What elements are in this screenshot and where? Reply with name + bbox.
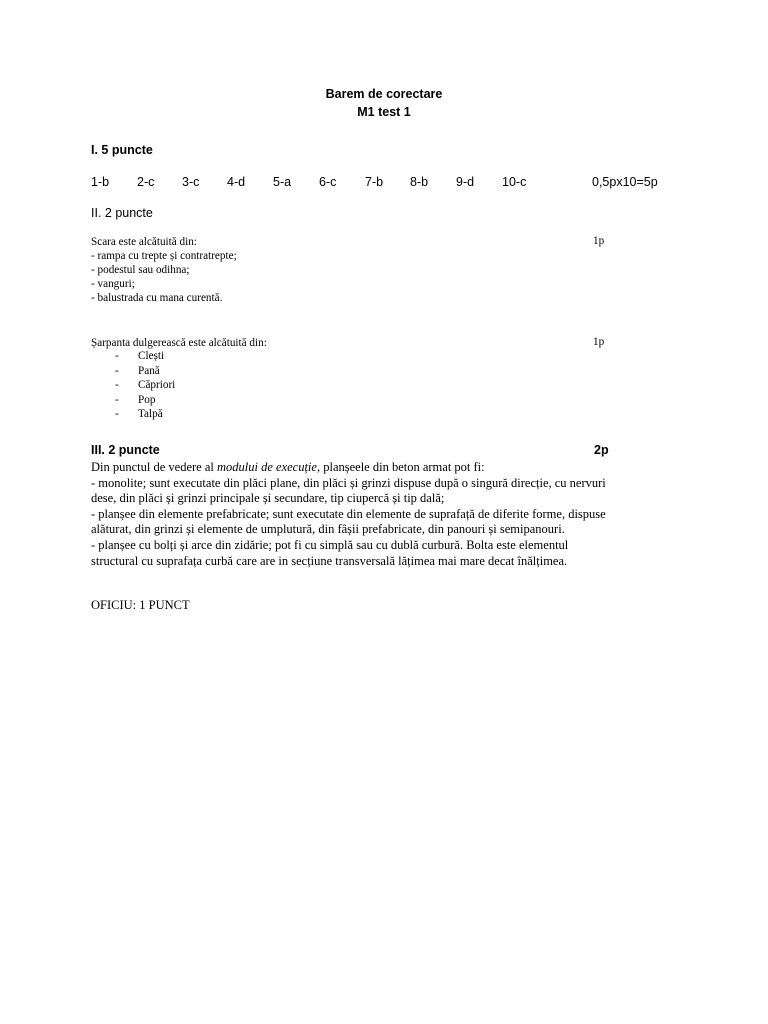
roof-item-1: Clești xyxy=(138,350,165,362)
stairs-item-3: - vanguri; xyxy=(91,278,135,290)
paragraph-line-6: structural cu suprafața curbă care are in secțiune transversală lățimea mai mare decat înălțimea. xyxy=(91,553,568,568)
list-bullet: - xyxy=(115,393,119,406)
answer-7: 7-b xyxy=(365,175,384,189)
roof-item-2: Pană xyxy=(138,364,160,377)
stairs-intro: Scara este alcătuită din: xyxy=(91,236,197,248)
stairs-item-2: - podestul sau odihna; xyxy=(91,264,190,276)
answer-8: 8-b xyxy=(410,175,429,189)
section-2-heading: II. 2 puncte xyxy=(91,206,153,220)
stairs-item-4: - balustrada cu mana curentă. xyxy=(91,292,223,304)
answer-10: 10-c xyxy=(502,175,527,189)
oficiu-line: OFICIU: 1 PUNCT xyxy=(91,598,190,612)
document-title: Barem de corectare xyxy=(325,87,443,101)
answer-5: 5-a xyxy=(273,175,292,189)
intro-text-end: planșeele din beton armat pot fi: xyxy=(320,460,485,474)
answer-3: 3-c xyxy=(182,175,200,189)
answers-row xyxy=(91,175,691,191)
roof-item-5: Talpă xyxy=(138,408,163,421)
answer-6: 6-c xyxy=(319,175,337,189)
document-subtitle: M1 test 1 xyxy=(357,105,411,119)
paragraph-line-2: dese, din plăci și grinzi principale și secundare, tip ciupercă și tip dală; xyxy=(91,491,445,506)
roof-points: 1p xyxy=(593,336,605,348)
stairs-item-1: - rampa cu trepte și contratrepte; xyxy=(91,250,237,262)
section-1-score: 0,5px10=5p xyxy=(592,175,658,189)
paragraph-line-3: - planșee din elemente prefabricate; sunt executate din elemente de suprafață de diferite forme, dispuse xyxy=(91,506,606,521)
intro-text: Din punctul de vedere al xyxy=(91,460,217,474)
answer-4: 4-d xyxy=(227,175,246,189)
roof-intro: Șarpanta dulgerească este alcătuită din: xyxy=(91,337,267,349)
list-bullet: - xyxy=(115,364,119,377)
paragraph-line-1: - monolite; sunt executate din plăci plane, din plăci și grinzi dispuse după o singură direcție, cu nervuri xyxy=(91,475,606,490)
answer-2: 2-c xyxy=(137,175,155,189)
paragraph-line-intro xyxy=(91,460,691,476)
stairs-points: 1p xyxy=(593,235,605,247)
list-bullet: - xyxy=(115,408,119,421)
list-bullet: - xyxy=(115,350,119,362)
section-3-heading: III. 2 puncte xyxy=(91,443,160,457)
roof-item-3: Căpriori xyxy=(138,379,176,392)
answer-9: 9-d xyxy=(456,175,475,189)
intro-italic-text: modului de execuție, xyxy=(217,460,321,474)
section-1-heading: I. 5 puncte xyxy=(91,143,153,157)
roof-item-4: Pop xyxy=(138,393,156,406)
paragraph-line-4: alăturat, din grinzi și elemente de umplutură, din fâșii prefabricate, din panouri și semipanouri. xyxy=(91,522,565,537)
list-bullet: - xyxy=(115,379,119,392)
answer-1: 1-b xyxy=(91,175,110,189)
paragraph-line-5: - planșee cu bolți și arce din zidărie; pot fi cu simplă sau cu dublă curbură. Bolta este elementul xyxy=(91,537,569,552)
section-3-points: 2p xyxy=(594,443,609,457)
section-3-paragraph xyxy=(91,460,691,569)
